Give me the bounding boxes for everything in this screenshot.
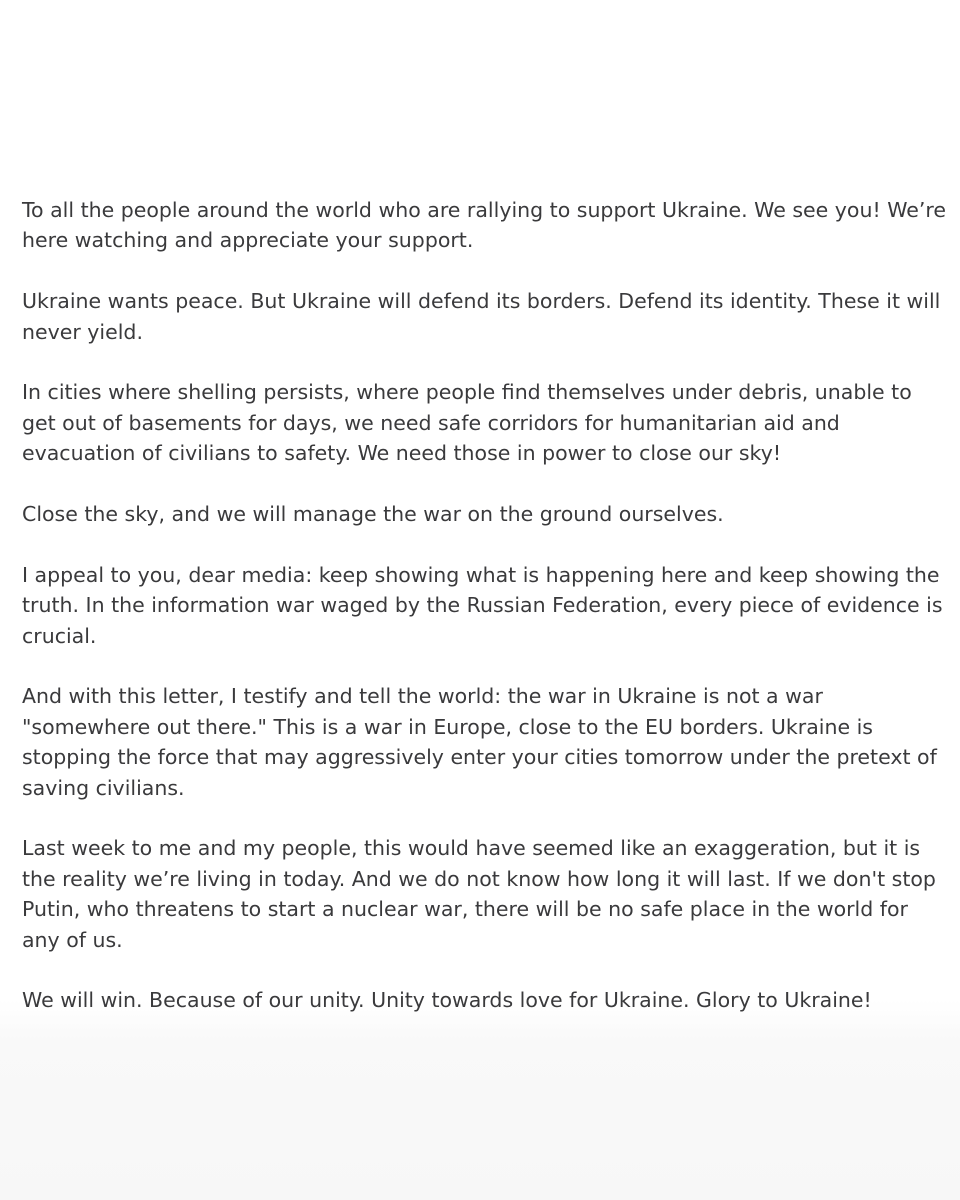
paragraph-close-sky: Close the sky, and we will manage the war on the ground ourselves.	[22, 502, 724, 527]
paragraph-we-will-win: We will win. Because of our unity. Unity towards love for Ukraine. Glory to Ukraine!	[22, 988, 872, 1013]
paragraph-support: To all the people around the world who are rallying to support Ukraine. We see you! We’re here watching and appreciate your support.	[22, 198, 946, 253]
paragraph-war-in-europe: And with this letter, I testify and tell the world: the war in Ukraine is not a war "somewhere out there." This is a war in Europe, close to the EU borders. Ukraine is stopping the force that may aggressively enter your cities tomorrow under the pretext of saving civilians.	[22, 684, 937, 800]
letter-body	[22, 195, 947, 1016]
paragraph-reality: Last week to me and my people, this would have seemed like an exaggeration, but it is the reality we’re living in today. And we do not know how long it will last. If we don't stop Putin, who threatens to start a nuclear war, there will be no safe place in the world for any of us.	[22, 836, 936, 952]
paragraph-media-appeal: I appeal to you, dear media: keep showing what is happening here and keep showing the truth. In the information war waged by the Russian Federation, every piece of evidence is crucial.	[22, 562, 943, 648]
paragraph-peace: Ukraine wants peace. But Ukraine will defend its borders. Defend its identity. These it will never yield.	[22, 289, 941, 344]
paragraph-safe-corridors: In cities where shelling persists, where people find themselves under debris, unable to get out of basements for days, we need safe corridors for humanitarian aid and evacuation of civilians to safety. We need those in power to close our sky!	[22, 380, 912, 466]
